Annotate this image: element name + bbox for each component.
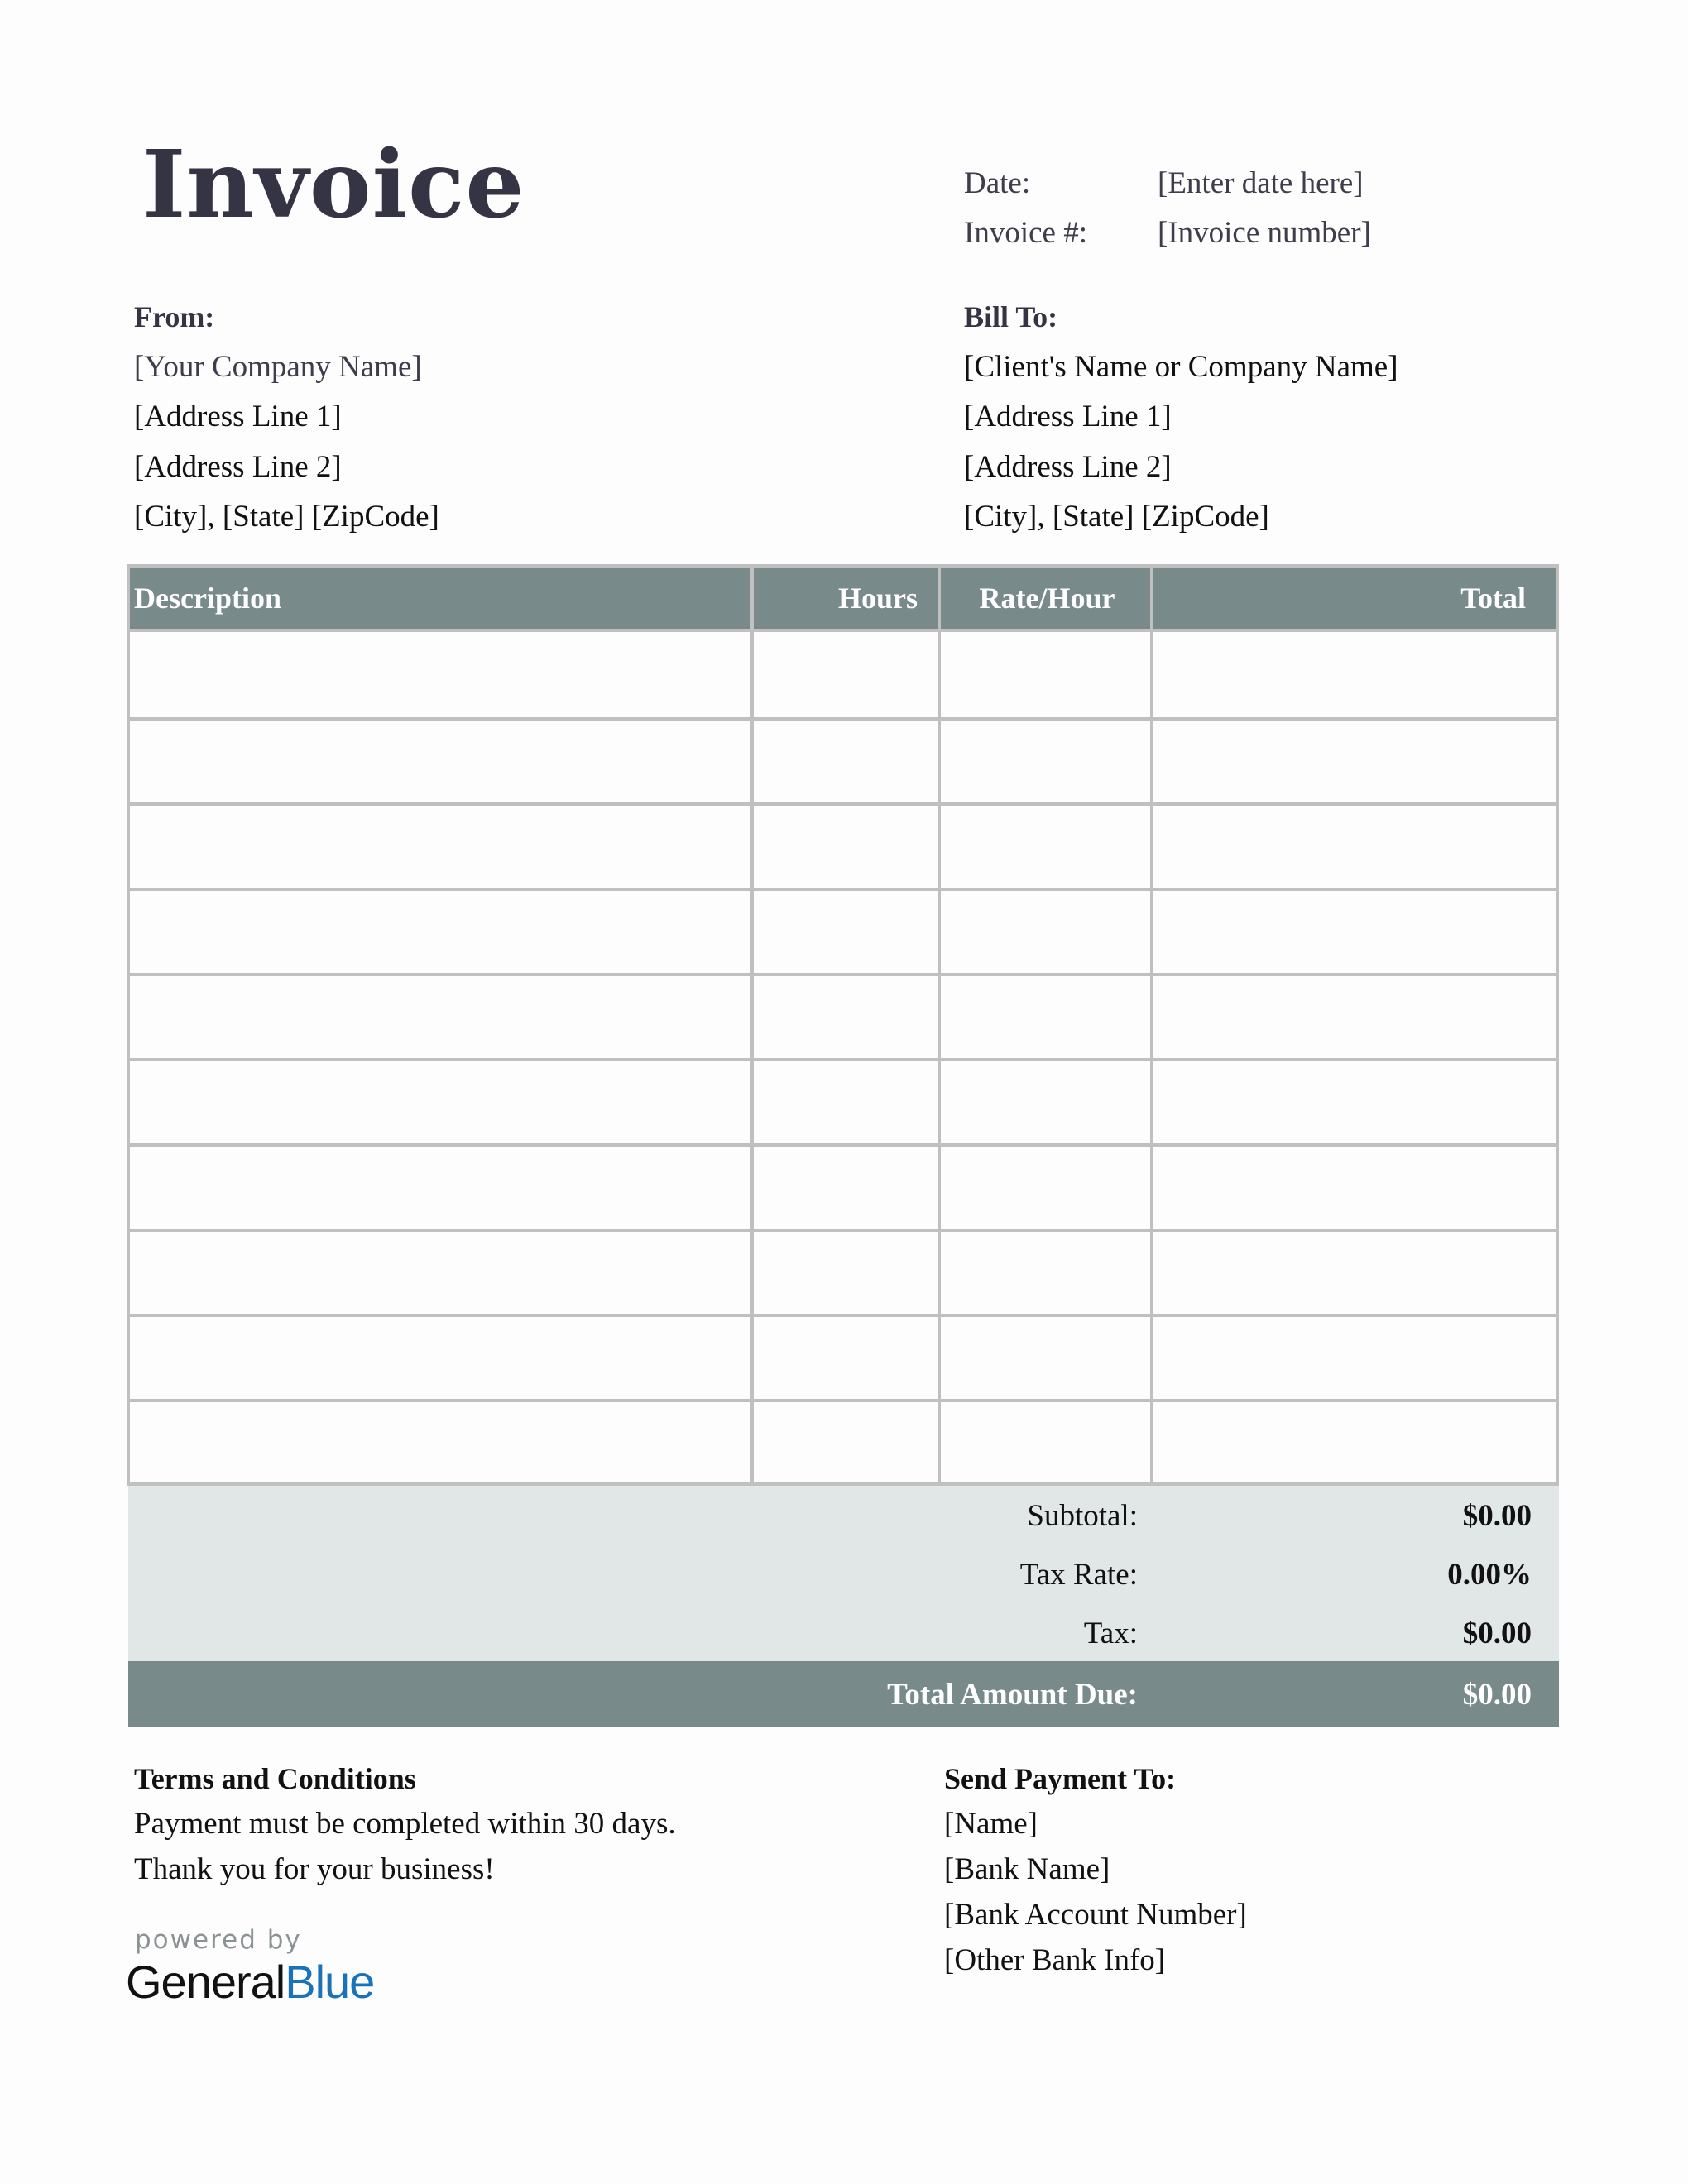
date-field[interactable]: [Enter date here] [1158, 166, 1364, 200]
bill-to-address-line-1[interactable]: [Address Line 1] [964, 400, 1172, 433]
table-row[interactable] [130, 891, 1556, 973]
table-row[interactable] [130, 1232, 1556, 1314]
table-row[interactable] [130, 1317, 1556, 1399]
tax-label: Tax: [1083, 1616, 1138, 1650]
terms-heading: Terms and Conditions [134, 1762, 416, 1795]
table-row[interactable] [130, 1061, 1556, 1143]
column-header-total: Total [1460, 582, 1526, 615]
table-row[interactable] [130, 1147, 1556, 1228]
column-header-hours: Hours [837, 582, 918, 615]
invoice-number-field[interactable]: [Invoice number] [1158, 216, 1371, 250]
terms-line-2[interactable]: Thank you for your business! [134, 1852, 495, 1886]
column-header-description: Description [134, 582, 281, 615]
total-amount-due-bar [128, 1661, 1559, 1727]
bill-to-city-state-zip[interactable]: [City], [State] [ZipCode] [964, 500, 1269, 534]
table-row[interactable] [130, 1402, 1556, 1482]
terms-line-1[interactable]: Payment must be completed within 30 days. [134, 1807, 676, 1841]
column-header-rate-per-hour: Rate/Hour [979, 582, 1115, 615]
from-city-state-zip[interactable]: [City], [State] [ZipCode] [134, 500, 439, 534]
tax-rate-label: Tax Rate: [1019, 1558, 1138, 1592]
subtotal-value: $0.00 [1462, 1499, 1532, 1533]
total-amount-due-value: $0.00 [1462, 1678, 1532, 1712]
table-header-row [130, 568, 1556, 632]
from-company-name[interactable]: [Your Company Name] [134, 350, 422, 384]
from-address-line-2[interactable]: [Address Line 2] [134, 450, 342, 484]
line-items-table [127, 564, 1559, 1486]
bill-to-client-name[interactable]: [Client's Name or Company Name] [964, 350, 1398, 384]
table-row[interactable] [130, 632, 1556, 717]
brand-general: General [126, 1956, 285, 2008]
invoice-number-label: Invoice #: [964, 216, 1087, 250]
powered-by-text: powered by [135, 1925, 302, 1955]
invoice-title: Invoice [142, 131, 525, 239]
total-amount-due-label: Total Amount Due: [887, 1678, 1138, 1712]
generalblue-logo[interactable] [126, 1956, 375, 2008]
totals-section [128, 1486, 1559, 1661]
table-row[interactable] [130, 806, 1556, 888]
subtotal-label: Subtotal: [1027, 1499, 1138, 1533]
send-payment-heading: Send Payment To: [944, 1762, 1177, 1795]
brand-blue: Blue [285, 1956, 375, 2008]
from-heading: From: [134, 300, 215, 333]
payment-bank-name[interactable]: [Bank Name] [944, 1852, 1110, 1886]
bill-to-heading: Bill To: [964, 300, 1058, 333]
tax-rate-value[interactable]: 0.00% [1447, 1558, 1532, 1592]
table-row[interactable] [130, 976, 1556, 1058]
payment-bank-account-number[interactable]: [Bank Account Number] [944, 1898, 1247, 1932]
payment-name[interactable]: [Name] [944, 1807, 1038, 1841]
bill-to-address-line-2[interactable]: [Address Line 2] [964, 450, 1172, 484]
tax-value: $0.00 [1462, 1616, 1532, 1650]
payment-other-bank-info[interactable]: [Other Bank Info] [944, 1943, 1166, 1977]
from-address-line-1[interactable]: [Address Line 1] [134, 400, 342, 433]
date-label: Date: [964, 166, 1031, 200]
table-row[interactable] [130, 721, 1556, 802]
